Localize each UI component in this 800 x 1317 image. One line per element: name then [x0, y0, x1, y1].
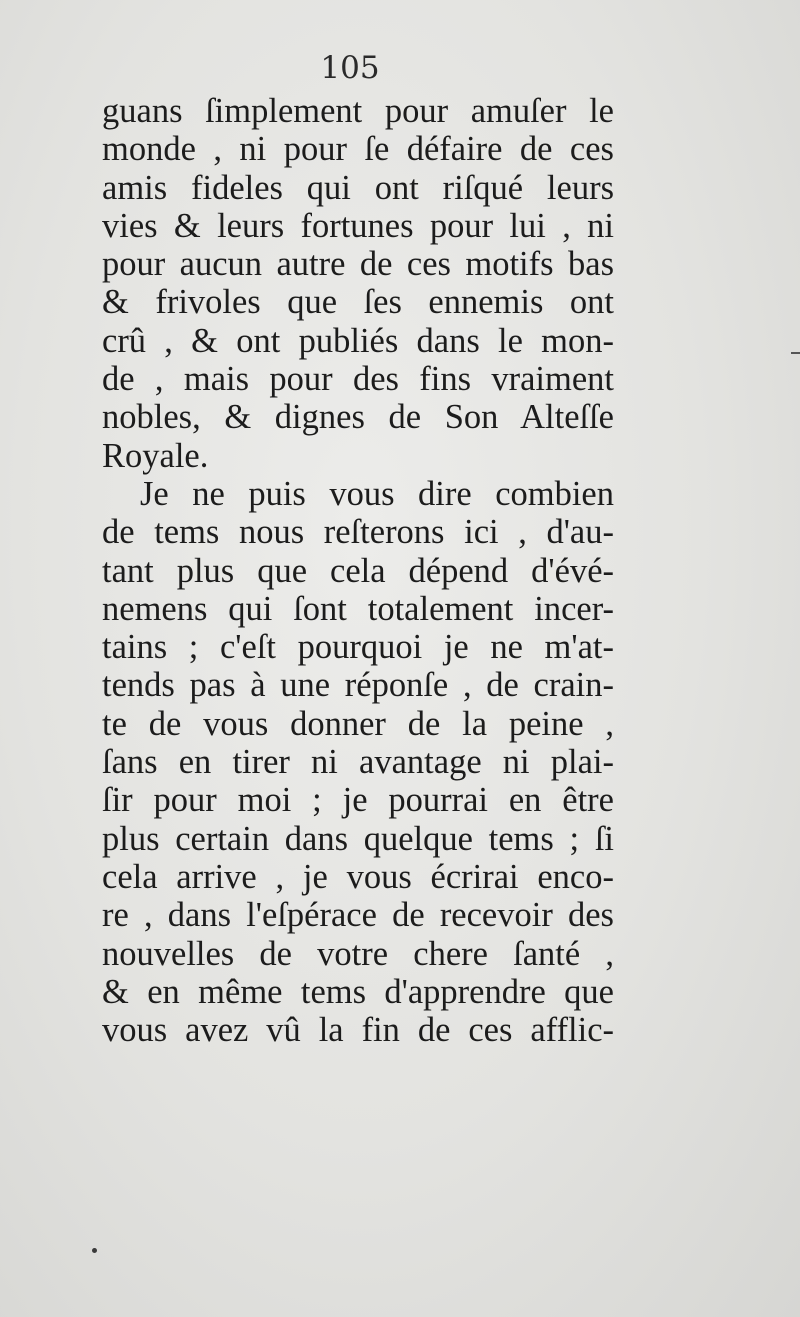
- text-line: nemens qui ſont totalement incer-: [102, 589, 614, 628]
- edge-mark: [791, 352, 800, 354]
- paragraph: [102, 92, 614, 475]
- text-line: & frivoles que ſes ennemis ont: [102, 283, 614, 322]
- body-text: [102, 92, 614, 1049]
- text-line: tains ; c'eſt pourquoi je ne m'at-: [102, 628, 614, 667]
- text-line: plus certain dans quelque tems ; ſi: [102, 819, 614, 858]
- text-line: monde , ni pour ſe défaire de ces: [102, 130, 614, 169]
- text-line: tant plus que cela dépend d'évé-: [102, 551, 614, 590]
- text-line: amis fideles qui ont riſqué leurs: [102, 168, 614, 207]
- text-line: te de vous donner de la peine ,: [102, 704, 614, 743]
- text-line: Je ne puis vous dire combien: [140, 474, 614, 513]
- ink-speck: [92, 1248, 97, 1253]
- text-line: vies & leurs fortunes pour lui , ni: [102, 206, 614, 245]
- text-line: tends pas à une réponſe , de crain-: [102, 666, 614, 705]
- text-line: de , mais pour des fins vraiment: [102, 360, 614, 399]
- text-line: guans ſimplement pour amuſer le: [102, 92, 614, 130]
- text-line: nouvelles de votre chere ſanté ,: [102, 934, 614, 973]
- text-line: & en même tems d'apprendre que: [102, 972, 614, 1011]
- text-line: vous avez vû la fin de ces afflic-: [102, 1011, 614, 1050]
- text-line: nobles, & dignes de Son Alteſſe: [102, 398, 614, 437]
- text-line: cela arrive , je vous écrirai enco-: [102, 857, 614, 896]
- page-number: 105: [320, 50, 380, 86]
- text-line: de tems nous reſterons ici , d'au-: [102, 513, 614, 552]
- paragraph: [102, 475, 614, 1049]
- text-line: ſir pour moi ; je pourrai en être: [102, 781, 614, 820]
- text-line: re , dans l'eſpérace de recevoir des: [102, 896, 614, 935]
- text-line: crû , & ont publiés dans le mon-: [102, 321, 614, 360]
- text-line: Royale.: [102, 436, 209, 475]
- text-line: ſans en tirer ni avantage ni plai-: [102, 743, 614, 782]
- text-line: pour aucun autre de ces motifs bas: [102, 245, 614, 284]
